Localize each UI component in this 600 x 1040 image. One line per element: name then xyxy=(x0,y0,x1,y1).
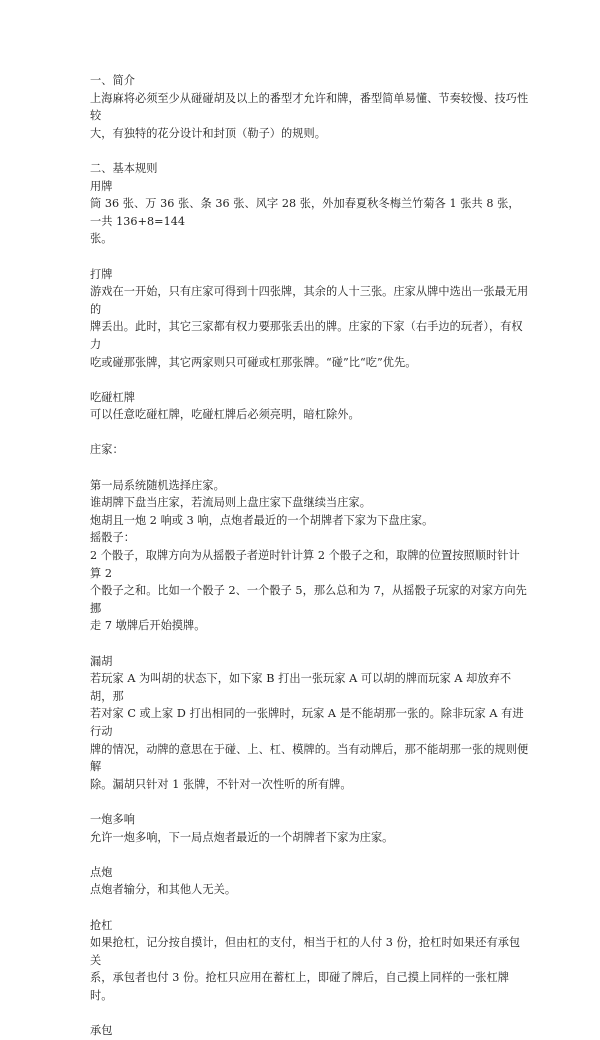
section-body: 若玩家 A 为叫胡的状态下，如下家 B 打出一张玩家 A 可以胡的牌而玩家 A 却放弃不胡，那 若对家 C 或上家 D 打出相同的一张牌时，玩家 A 是不能胡那一张的。除非玩家 A 有进行动 牌的情况，动牌的意思在于碰、上、杠、模牌的。当有动牌后，那不能胡那一张的规则便解 除。漏胡只针对 1 张牌，不针对一次性听的所有牌。 xyxy=(90,672,529,791)
section-missed-win xyxy=(90,653,530,794)
document-page xyxy=(90,72,530,1040)
section-multi-win xyxy=(90,811,530,846)
section-body: 上海麻将必须至少从碰碰胡及以上的番型才允许和牌，番型简单易懂、节奏较慢、技巧性较 大，有独特的花分设计和封顶（勒子）的规则。 xyxy=(90,91,529,140)
section-intro xyxy=(90,72,530,142)
section-heading: 一、简介 xyxy=(90,74,135,87)
section-body: 游戏在一开始，只有庄家可得到十四张牌，其余的人十三张。庄家从牌中选出一张最无用的 牌丢出。此时，其它三家都有权力要那张丢出的牌。庄家的下家（右手边的玩者），有权力 吃或碰那张牌，其它两家则只可碰或杠那张牌。“碰”比“吃”优先。 xyxy=(90,285,529,369)
section-heading: 点炮 xyxy=(90,865,113,879)
section-heading: 承包 xyxy=(90,1024,113,1038)
section-body: 可以任意吃碰杠牌，吃碰杠牌后必须亮明，暗杠除外。 xyxy=(90,408,360,422)
section-body: 如果抢杠，记分按自摸计，但由杠的支付，相当于杠的人付 3 份，抢杠时如果还有承包关 系，承包者也付 3 份。抢杠只应用在蓄杠上，即碰了牌后，自己摸上同样的一张杠牌时。 xyxy=(90,936,521,1002)
section-body: 允许一炮多响，下一局点炮者最近的一个胡牌者下家为庄家。 xyxy=(90,830,394,844)
section-discard-win xyxy=(90,864,530,899)
section-rob-kong xyxy=(90,917,530,1005)
section-body: 第一局系统随机选择庄家。 谁胡牌下盘当庄家，若流局则上盘庄家下盘继续当庄家。 炮胡且一炮 2 响或 3 响，点炮者最近的一个胡牌者下家为下盘庄家。 摇骰子： 2 个骰子，取牌方向为从摇骰子者逆时针计算 2 个骰子之和，取牌的位置按照顺时针计算 2 个骰子之和。比如一个骰子 2、一个骰子 5，那么总和为 7，从摇骰子玩家的对家方向先挪 走 7 墩牌后开始摸牌。 xyxy=(90,478,527,633)
section-liability xyxy=(90,1022,530,1040)
section-heading: 二、基本规则 xyxy=(90,161,158,175)
section-body: 点炮者输分，和其他人无关。 xyxy=(90,883,237,897)
section-heading: 打牌 xyxy=(90,267,113,281)
section-play xyxy=(90,266,530,372)
section-body: 用牌 筒 36 张、万 36 张、条 36 张、风字 28 张，外加春夏秋冬梅兰竹菊各 1 张共 8 张，一共 136+8=144 张。 xyxy=(90,179,520,246)
section-dealer xyxy=(90,441,530,459)
section-heading: 抢杠 xyxy=(90,918,113,932)
section-dealer-details xyxy=(90,477,530,635)
section-chi-peng-gang xyxy=(90,389,530,424)
section-heading: 漏胡 xyxy=(90,654,113,668)
section-heading: 一炮多响 xyxy=(90,812,135,826)
section-heading: 庄家： xyxy=(90,443,124,457)
section-heading: 吃碰杠牌 xyxy=(90,390,135,404)
section-basic-rules xyxy=(90,160,530,248)
